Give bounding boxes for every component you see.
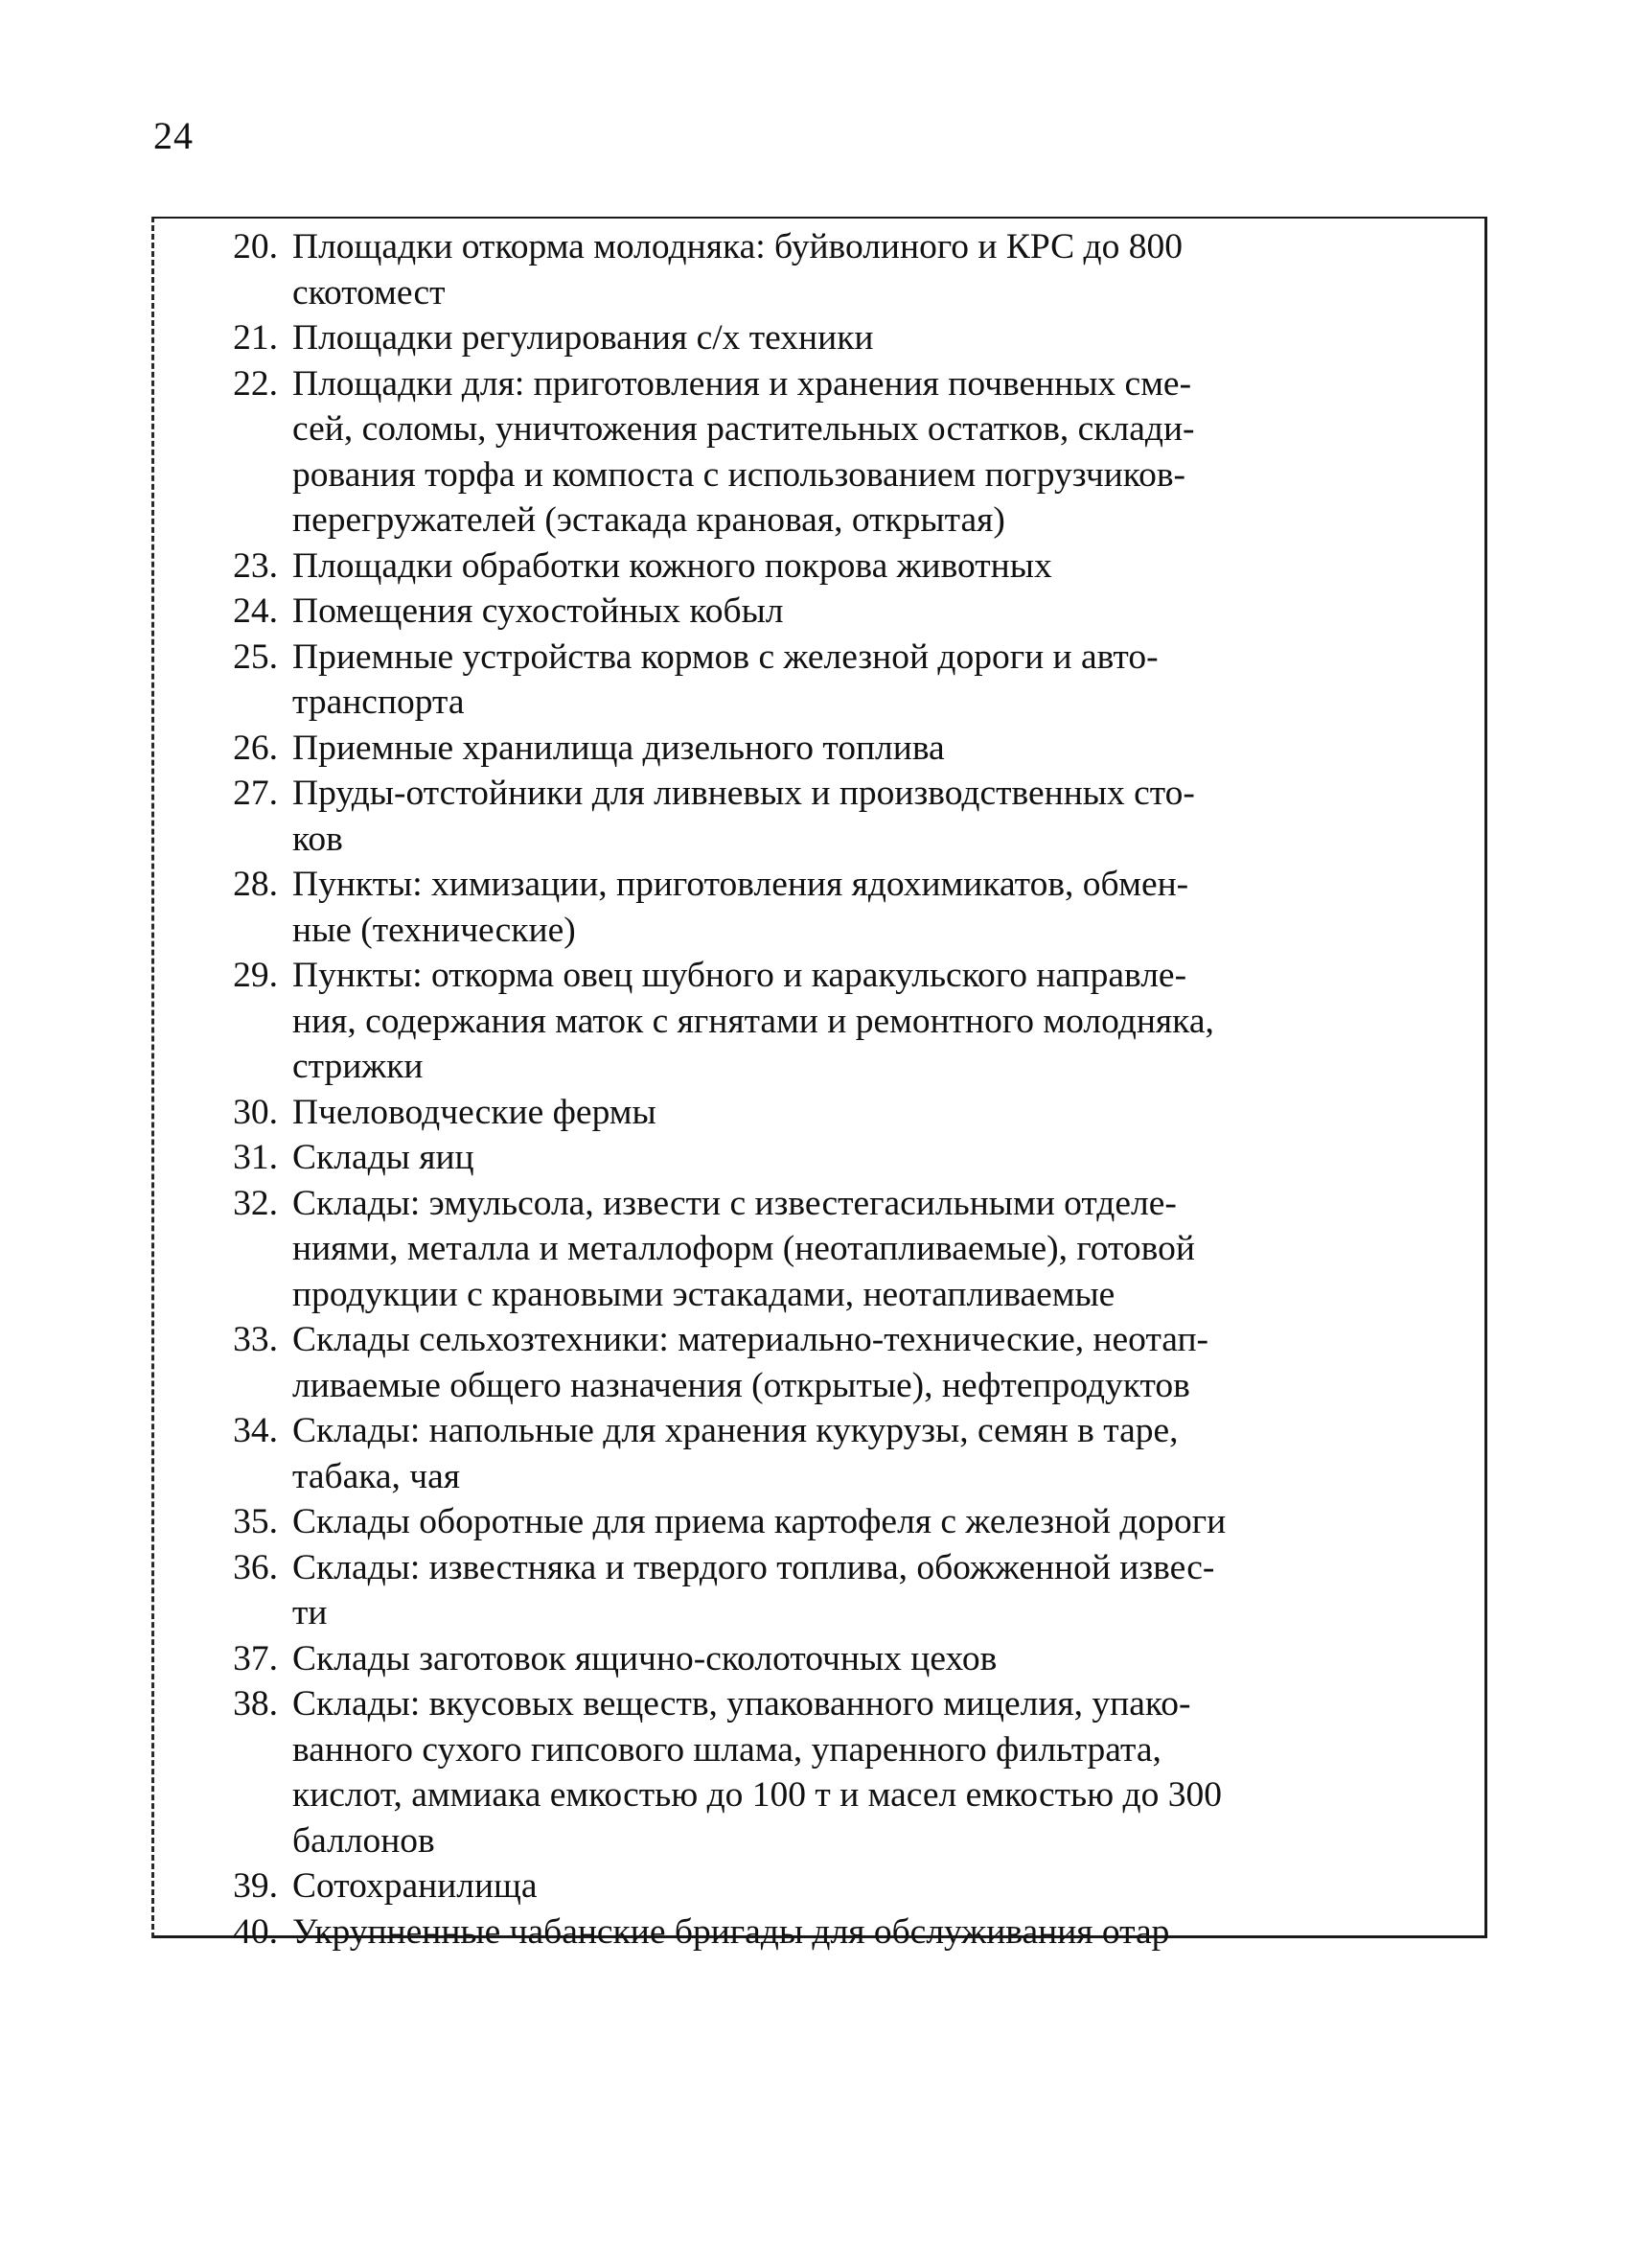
- item-text: [292, 224, 1481, 315]
- item-text: [292, 1181, 1481, 1318]
- item-text-line: Пруды-отстойники для ливневых и производственных сто-: [292, 774, 1195, 813]
- item-text-line: баллонов: [292, 1820, 435, 1861]
- item-text-line: ниями, металла и металлоформ (неотапливаемые), готовой: [292, 1229, 1195, 1268]
- item-number: 35.: [233, 1502, 278, 1541]
- item-text-line: транспорта: [292, 683, 465, 722]
- item-text-line: продукции с крановыми эстакадами, неотапливаемые: [292, 1274, 1116, 1314]
- item-text: [292, 1545, 1481, 1636]
- item-number: 22.: [233, 363, 278, 404]
- item-text-line: Пчеловодческие фермы: [292, 1092, 656, 1132]
- item-text-line: Помещения сухостойных кобыл: [292, 591, 784, 631]
- item-text: [292, 1681, 1481, 1863]
- item-text-line: Площадки для: приготовления и хранения почвенных сме-: [292, 363, 1192, 404]
- item-number: 33.: [233, 1320, 278, 1359]
- item-text-line: Склады сельхозтехники: материально-технические, неотап-: [292, 1320, 1208, 1359]
- item-text-line: Склады: известняка и твердого топлива, обожженной извес-: [292, 1547, 1215, 1587]
- item-text-line: ливаемые общего назначения (открытые), нефтепродуктов: [292, 1365, 1190, 1405]
- item-number: 32.: [233, 1183, 278, 1223]
- item-text-line: Площадки откорма молодняка: буйволиного и КРС до 800: [292, 227, 1184, 266]
- item-text: [292, 1090, 1481, 1136]
- item-text: [292, 589, 1481, 635]
- item-text: [292, 1408, 1481, 1499]
- item-text: [292, 953, 1481, 1090]
- item-text: [292, 1909, 1481, 1956]
- item-number: 20.: [233, 227, 278, 266]
- item-text: [292, 361, 1481, 544]
- page-number: 24: [153, 114, 194, 157]
- item-text: [292, 1863, 1481, 1909]
- item-text-line: рования торфа и компоста с использованием погрузчиков-: [292, 454, 1186, 495]
- item-text-line: ков: [292, 819, 343, 859]
- item-number: 39.: [233, 1866, 278, 1906]
- item-text: [292, 1317, 1481, 1408]
- item-text-line: Пункты: откорма овец шубного и каракульского направле-: [292, 956, 1187, 995]
- item-text-line: стрижки: [292, 1047, 424, 1086]
- item-number: 24.: [233, 591, 278, 631]
- item-text-line: ти: [292, 1593, 328, 1632]
- item-text: [292, 635, 1481, 726]
- item-text-line: Склады яиц: [292, 1138, 474, 1177]
- item-text-line: Склады: вкусовых веществ, упакованного мицелия, упако-: [292, 1684, 1191, 1724]
- item-text-line: Приемные устройства кормов с железной дороги и авто-: [292, 636, 1159, 677]
- item-number: 40.: [233, 1911, 278, 1952]
- item-text: [292, 544, 1481, 590]
- item-number: 25.: [233, 636, 278, 677]
- item-text-line: Склады: эмульсола, извести с известегасильными отделе-: [292, 1183, 1177, 1223]
- item-number: 29.: [233, 956, 278, 995]
- item-text-line: Склады: напольные для хранения кукурузы, семян в таре,: [292, 1411, 1179, 1450]
- item-text-line: Площадки обработки кожного покрова животных: [292, 545, 1052, 586]
- item-number: 34.: [233, 1411, 278, 1450]
- item-text-line: ния, содержания маток с ягнятами и ремонтного молодняка,: [292, 1001, 1214, 1041]
- item-text: [292, 771, 1481, 862]
- item-number: 21.: [233, 318, 278, 358]
- item-number: 37.: [233, 1638, 278, 1678]
- item-text: [292, 1636, 1481, 1682]
- item-text: [292, 315, 1481, 361]
- item-text-line: перегружателей (эстакада крановая, открытая): [292, 500, 1005, 540]
- item-number: 23.: [233, 545, 278, 586]
- item-number: 27.: [233, 774, 278, 813]
- item-number: 30.: [233, 1092, 278, 1132]
- item-text: [292, 726, 1481, 772]
- item-text-line: сей, соломы, уничтожения растительных остатков, склади-: [292, 409, 1195, 449]
- item-text-line: Склады заготовок ящично-сколоточных цехов: [292, 1638, 998, 1678]
- item-text-line: ванного сухого гипсового шлама, упаренного фильтрата,: [292, 1729, 1162, 1770]
- item-text-line: ные (технические): [292, 910, 576, 950]
- item-text-line: Площадки регулирования с/х техники: [292, 318, 874, 358]
- item-number: 26.: [233, 728, 278, 768]
- item-text-line: Укрупненные чабанские бригады для обслуживания отар: [292, 1911, 1170, 1952]
- item-number: 28.: [233, 865, 278, 904]
- item-text-line: Приемные хранилища дизельного топлива: [292, 728, 945, 768]
- item-number: 31.: [233, 1138, 278, 1177]
- item-text-line: Пункты: химизации, приготовления ядохимикатов, обмен-: [292, 865, 1189, 904]
- item-text-line: табака, чая: [292, 1456, 461, 1496]
- item-text-line: Сотохранилища: [292, 1866, 538, 1906]
- item-text: [292, 1135, 1481, 1181]
- item-text: [292, 862, 1481, 953]
- item-text-line: скотомест: [292, 272, 446, 312]
- item-text: [292, 1499, 1481, 1545]
- item-text-line: Склады оборотные для приема картофеля с железной дороги: [292, 1502, 1227, 1541]
- facility-list-table: [153, 217, 1487, 1952]
- item-number: 36.: [233, 1547, 278, 1587]
- item-text-line: кислот, аммиака емкостью до 100 т и масел емкостью до 300: [292, 1775, 1222, 1815]
- item-number: 38.: [233, 1684, 278, 1724]
